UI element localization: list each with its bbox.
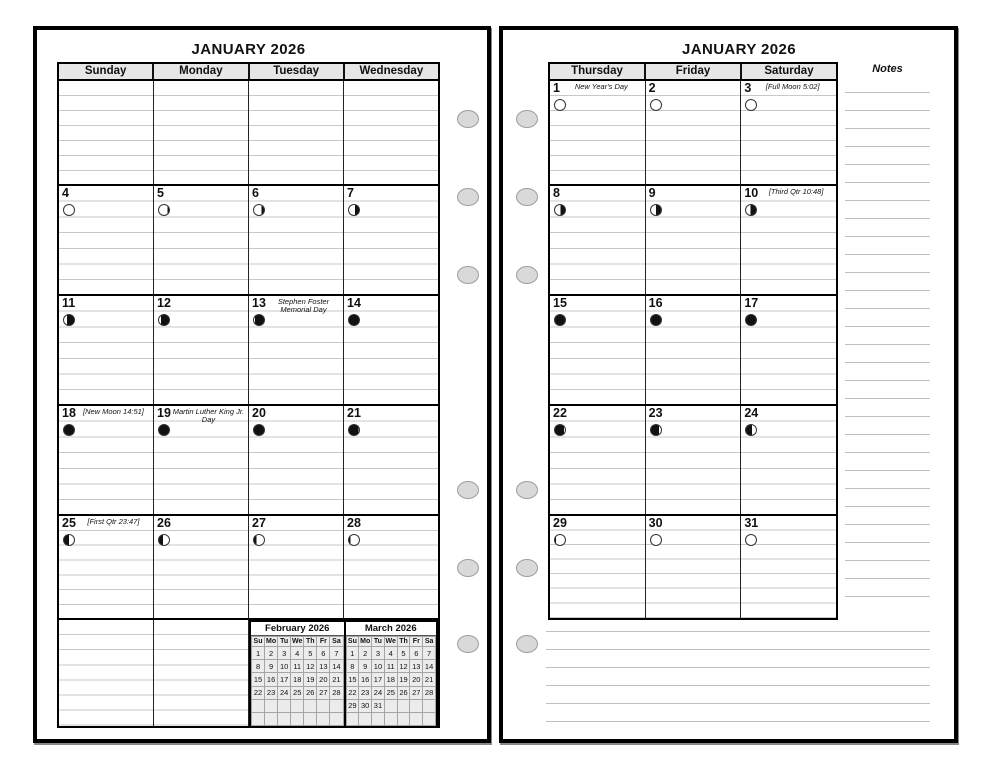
minical-day-cell: 1 <box>346 647 359 660</box>
moon-phase-icon <box>650 314 662 326</box>
notes-label: Notes <box>872 63 903 75</box>
minical-day-cell: 29 <box>346 699 359 712</box>
empty-day-cell <box>249 81 344 184</box>
minical-day-cell: 18 <box>291 673 304 686</box>
week-row <box>550 186 836 296</box>
date-number: 23 <box>648 406 663 420</box>
minical-day-cell: 7 <box>423 647 436 660</box>
minical-day-cell: 28 <box>423 686 436 699</box>
moon-phase-icon <box>554 204 566 216</box>
minical-day-cell <box>410 712 423 725</box>
minical-day-cell: 14 <box>330 660 343 673</box>
minical-day-cell: 17 <box>278 673 291 686</box>
day-header-monday: Monday <box>154 64 249 79</box>
date-annotation <box>361 296 438 298</box>
minical-day-cell: 24 <box>278 686 291 699</box>
moon-phase-icon <box>63 424 75 436</box>
minical-day-cell: 3 <box>278 647 291 660</box>
date-number: 19 <box>157 406 171 420</box>
minical-day-cell <box>252 712 265 725</box>
date-number: 12 <box>157 296 171 310</box>
minical-day-cell <box>346 712 359 725</box>
minical-day-cell: 25 <box>384 686 397 699</box>
day-header-saturday: Saturday <box>764 65 814 77</box>
mini-calendars <box>249 620 438 726</box>
date-number: 17 <box>744 296 759 310</box>
date-number: 5 <box>157 186 164 200</box>
date-annotation: [New Moon 14:51] <box>83 407 144 416</box>
date-annotation <box>656 81 741 83</box>
minical-day-cell: 10 <box>372 660 385 673</box>
day-cell-17 <box>741 296 836 404</box>
date-number: 25 <box>62 516 76 530</box>
date-number: 29 <box>553 516 567 530</box>
minical-day-cell: 11 <box>384 660 397 673</box>
date-number: 30 <box>648 516 663 530</box>
minical-day-cell: 8 <box>346 660 359 673</box>
day-cell-2 <box>646 81 742 184</box>
minical-day-cell: 20 <box>410 673 423 686</box>
minical-day-cell: 6 <box>317 647 330 660</box>
day-cell-15 <box>550 296 646 404</box>
minical-weekday-cell: Th <box>397 637 410 647</box>
day-cell-26 <box>154 516 249 618</box>
minical-day-cell: 8 <box>252 660 265 673</box>
minical-weekday-cell: Sa <box>330 637 343 647</box>
day-header-sunday: Sunday <box>59 64 154 79</box>
moon-phase-icon <box>158 424 170 436</box>
moon-phase-icon <box>650 204 662 216</box>
date-annotation <box>656 186 741 188</box>
moon-phase-icon <box>63 204 75 216</box>
day-cell-28 <box>344 516 438 618</box>
date-number: 20 <box>252 406 266 420</box>
date-annotation <box>361 406 438 408</box>
date-annotation <box>69 186 153 188</box>
moon-phase-icon <box>348 534 360 546</box>
minical-day-cell: 15 <box>346 673 359 686</box>
notes-ruled-lines <box>845 75 930 614</box>
date-annotation <box>171 516 248 518</box>
date-annotation <box>567 406 645 408</box>
day-header-friday: Friday <box>646 64 742 79</box>
day-header-wednesday: Wednesday <box>359 65 424 77</box>
week-row <box>550 296 836 406</box>
date-number: 1 <box>553 81 560 95</box>
date-annotation <box>567 516 645 518</box>
minical-day-cell <box>359 712 372 725</box>
minical-day-cell <box>384 699 397 712</box>
moon-phase-icon <box>554 424 566 436</box>
day-cell-10 <box>741 186 836 294</box>
date-annotation <box>567 296 645 298</box>
bottom-ruled-lines <box>546 614 930 726</box>
day-cell-18 <box>59 406 154 514</box>
minical-day-cell: 14 <box>423 660 436 673</box>
minical-day-cell: 16 <box>265 673 278 686</box>
date-annotation <box>361 516 438 518</box>
moon-phase-icon <box>63 534 75 546</box>
day-cell-23 <box>646 406 742 514</box>
minical-weekday-cell: We <box>292 638 303 646</box>
moon-phase-icon <box>63 314 75 326</box>
day-cell-12 <box>154 296 249 404</box>
date-number: 2 <box>648 81 656 95</box>
right-day-header-row <box>550 64 836 81</box>
minical-day-cell: 18 <box>384 673 397 686</box>
date-number: 7 <box>347 186 354 200</box>
minical-day-cell <box>397 699 410 712</box>
minical-day-cell <box>317 712 330 725</box>
moon-phase-icon <box>554 99 566 111</box>
minical-day-cell <box>291 699 304 712</box>
date-annotation <box>758 406 836 408</box>
day-cell-8 <box>550 186 646 294</box>
minical-day-cell: 7 <box>330 647 343 660</box>
date-number: 13 <box>252 296 266 310</box>
minical-day-cell: 28 <box>330 686 343 699</box>
week-row <box>550 406 836 516</box>
moon-phase-icon <box>745 99 757 111</box>
day-cell-29 <box>550 516 646 618</box>
day-cell-30 <box>646 516 742 618</box>
minical-day-cell: 6 <box>410 647 423 660</box>
minical-day-cell: 23 <box>359 686 372 699</box>
binder-hole <box>516 110 538 128</box>
minical-day-cell: 23 <box>265 686 278 699</box>
minical-day-cell <box>278 712 291 725</box>
moon-phase-icon <box>650 424 662 436</box>
minical-weekday-cell: Fr <box>410 637 423 647</box>
minical-day-cell: 25 <box>291 686 304 699</box>
empty-day-cell <box>154 620 249 726</box>
day-header-tuesday: Tuesday <box>250 64 345 79</box>
minical-day-cell <box>410 699 423 712</box>
minical-weekday-cell: Su <box>347 638 357 646</box>
date-annotation <box>663 296 741 298</box>
moon-phase-icon <box>650 534 662 546</box>
week-row <box>59 186 438 296</box>
moon-phase-icon <box>253 534 265 546</box>
day-cell-7 <box>344 186 438 294</box>
binder-hole <box>516 266 538 284</box>
minical-weekday-cell: Mo <box>360 638 371 646</box>
minical-weekday-cell: Tu <box>372 637 385 647</box>
date-number: 11 <box>62 296 76 310</box>
minical-day-cell: 19 <box>397 673 410 686</box>
minical-weekday-cell: Sa <box>423 637 436 647</box>
minical-day-cell: 3 <box>372 647 385 660</box>
moon-phase-icon <box>745 534 757 546</box>
moon-phase-icon <box>348 314 360 326</box>
moon-phase-icon <box>554 314 566 326</box>
minical-day-cell <box>278 699 291 712</box>
minical-day-cell: 4 <box>291 647 304 660</box>
empty-day-cell <box>59 81 154 184</box>
date-number: 27 <box>252 516 266 530</box>
minical-day-cell: 24 <box>372 686 385 699</box>
date-annotation <box>758 516 836 518</box>
day-cell-21 <box>344 406 438 514</box>
date-annotation <box>663 406 741 408</box>
week-row <box>59 516 438 620</box>
minical-day-cell <box>330 712 343 725</box>
day-cell-4 <box>59 186 154 294</box>
binder-hole <box>516 481 538 499</box>
minical-weekday-cell: Tu <box>278 637 291 647</box>
minical-day-cell: 19 <box>304 673 317 686</box>
moon-phase-icon <box>158 314 170 326</box>
week-row <box>550 81 836 186</box>
day-cell-20 <box>249 406 344 514</box>
moon-phase-icon <box>554 534 566 546</box>
binder-hole <box>457 266 479 284</box>
day-cell-1 <box>550 81 646 184</box>
date-number: 4 <box>62 186 69 200</box>
minical-day-cell <box>423 712 436 725</box>
minical-weekday-cell: Fr <box>317 637 330 647</box>
day-cell-6 <box>249 186 344 294</box>
binder-hole <box>457 635 479 653</box>
left-month-grid <box>57 62 440 728</box>
minical-weekday-cell: Th <box>304 637 317 647</box>
minical-day-cell <box>291 712 304 725</box>
minical-day-cell <box>265 699 278 712</box>
week-row <box>550 516 836 618</box>
date-number: 21 <box>347 406 361 420</box>
right-page <box>499 26 958 743</box>
minical-day-cell: 1 <box>252 647 265 660</box>
minical-grid <box>252 637 344 726</box>
date-annotation <box>164 186 248 188</box>
empty-day-cell <box>59 620 154 726</box>
moon-phase-icon <box>745 314 757 326</box>
left-day-header-row <box>59 64 438 81</box>
date-annotation <box>758 296 836 298</box>
right-month-grid <box>548 62 838 620</box>
date-annotation: New Year's Day <box>574 82 628 91</box>
minical-day-cell <box>265 712 278 725</box>
date-annotation <box>560 186 645 188</box>
date-number: 26 <box>157 516 171 530</box>
moon-phase-icon <box>348 424 360 436</box>
minical-day-cell: 4 <box>384 647 397 660</box>
minical-title: February 2026 <box>251 622 344 636</box>
moon-phase-icon <box>745 424 757 436</box>
minical-day-cell <box>317 699 330 712</box>
date-number: 22 <box>553 406 567 420</box>
minical-day-cell: 2 <box>265 647 278 660</box>
minical-day-cell: 10 <box>278 660 291 673</box>
moon-phase-icon <box>348 204 360 216</box>
left-page <box>33 26 491 743</box>
week-row-empty <box>59 81 438 186</box>
minical-grid <box>346 637 436 726</box>
minical-day-cell: 11 <box>291 660 304 673</box>
date-number: 24 <box>744 406 759 420</box>
day-cell-27 <box>249 516 344 618</box>
date-number: 8 <box>553 186 560 200</box>
date-number: 28 <box>347 516 361 530</box>
minical-day-cell <box>372 712 385 725</box>
minical-title: March 2026 <box>346 622 437 636</box>
binder-hole <box>457 110 479 128</box>
minical-day-cell: 26 <box>304 686 317 699</box>
minical-day-cell: 13 <box>317 660 330 673</box>
moon-phase-icon <box>253 424 265 436</box>
minical-weekday-cell: Su <box>252 637 265 647</box>
empty-day-cell <box>344 81 438 184</box>
minical-day-cell: 22 <box>252 686 265 699</box>
minical-day-cell: 5 <box>397 647 410 660</box>
moon-phase-icon <box>158 204 170 216</box>
minical-day-cell <box>304 712 317 725</box>
minical-day-cell: 31 <box>372 699 385 712</box>
day-cell-9 <box>646 186 742 294</box>
moon-phase-icon <box>253 204 265 216</box>
bottom-row <box>59 620 438 726</box>
date-annotation: [Full Moon 5:02] <box>765 82 820 91</box>
moon-phase-icon <box>253 314 265 326</box>
minical-day-cell: 21 <box>330 673 343 686</box>
minical-day-cell: 2 <box>359 647 372 660</box>
date-number: 3 <box>744 81 752 95</box>
minical-day-cell: 5 <box>304 647 317 660</box>
day-cell-22 <box>550 406 646 514</box>
date-number: 10 <box>744 186 759 200</box>
date-number: 18 <box>62 406 76 420</box>
minical-day-cell: 9 <box>359 660 372 673</box>
binder-hole <box>457 559 479 577</box>
date-number: 9 <box>648 186 656 200</box>
day-cell-13 <box>249 296 344 404</box>
date-annotation: Martin Luther King Jr. Day <box>172 407 245 424</box>
date-number: 6 <box>252 186 259 200</box>
minical-day-cell: 13 <box>410 660 423 673</box>
day-cell-5 <box>154 186 249 294</box>
minical-day-cell: 20 <box>317 673 330 686</box>
day-cell-25 <box>59 516 154 618</box>
minical-day-cell: 27 <box>317 686 330 699</box>
date-annotation <box>354 186 438 188</box>
minical-day-cell: 16 <box>359 673 372 686</box>
minical-day-cell <box>252 699 265 712</box>
moon-phase-icon <box>650 99 662 111</box>
day-cell-3 <box>741 81 836 184</box>
binder-hole <box>516 635 538 653</box>
date-annotation: [Third Qtr 10:48] <box>768 187 824 196</box>
minical-day-cell: 17 <box>372 673 385 686</box>
minical-day-cell: 21 <box>423 673 436 686</box>
date-number: 16 <box>648 296 663 310</box>
minical-february <box>249 620 344 726</box>
day-cell-11 <box>59 296 154 404</box>
minical-weekday-cell: We <box>385 638 396 646</box>
day-header-thursday: Thursday <box>550 64 646 79</box>
minical-day-cell <box>384 712 397 725</box>
day-cell-24 <box>741 406 836 514</box>
binder-hole <box>457 481 479 499</box>
minical-day-cell: 30 <box>359 699 372 712</box>
binder-hole <box>516 188 538 206</box>
minical-day-cell: 12 <box>397 660 410 673</box>
minical-day-cell: 27 <box>410 686 423 699</box>
date-number: 14 <box>347 296 361 310</box>
week-row <box>59 296 438 406</box>
date-annotation: [First Qtr 23:47] <box>87 517 140 526</box>
date-number: 31 <box>744 516 759 530</box>
date-annotation <box>259 186 343 188</box>
left-page-title: JANUARY 2026 <box>191 41 306 58</box>
binder-hole <box>516 559 538 577</box>
minical-day-cell: 12 <box>304 660 317 673</box>
minical-day-cell <box>397 712 410 725</box>
moon-phase-icon <box>745 204 757 216</box>
date-annotation <box>171 296 248 298</box>
right-page-title: JANUARY 2026 <box>681 41 797 58</box>
minical-day-cell: 15 <box>252 673 265 686</box>
date-annotation <box>75 296 153 298</box>
minical-day-cell: 9 <box>265 660 278 673</box>
minical-weekday-cell: Mo <box>266 638 277 646</box>
date-annotation: Stephen Foster Memorial Day <box>277 297 330 314</box>
minical-day-cell <box>423 699 436 712</box>
day-cell-19 <box>154 406 249 514</box>
minical-march <box>344 620 439 726</box>
binder-hole <box>457 188 479 206</box>
day-cell-16 <box>646 296 742 404</box>
minical-day-cell: 26 <box>397 686 410 699</box>
date-annotation <box>266 406 343 408</box>
day-cell-31 <box>741 516 836 618</box>
empty-day-cell <box>154 81 249 184</box>
date-annotation <box>266 516 343 518</box>
minical-day-cell <box>304 699 317 712</box>
moon-phase-icon <box>158 534 170 546</box>
day-cell-14 <box>344 296 438 404</box>
date-annotation <box>663 516 741 518</box>
minical-day-cell: 22 <box>346 686 359 699</box>
minical-day-cell <box>330 699 343 712</box>
date-number: 15 <box>553 296 567 310</box>
week-row <box>59 406 438 516</box>
